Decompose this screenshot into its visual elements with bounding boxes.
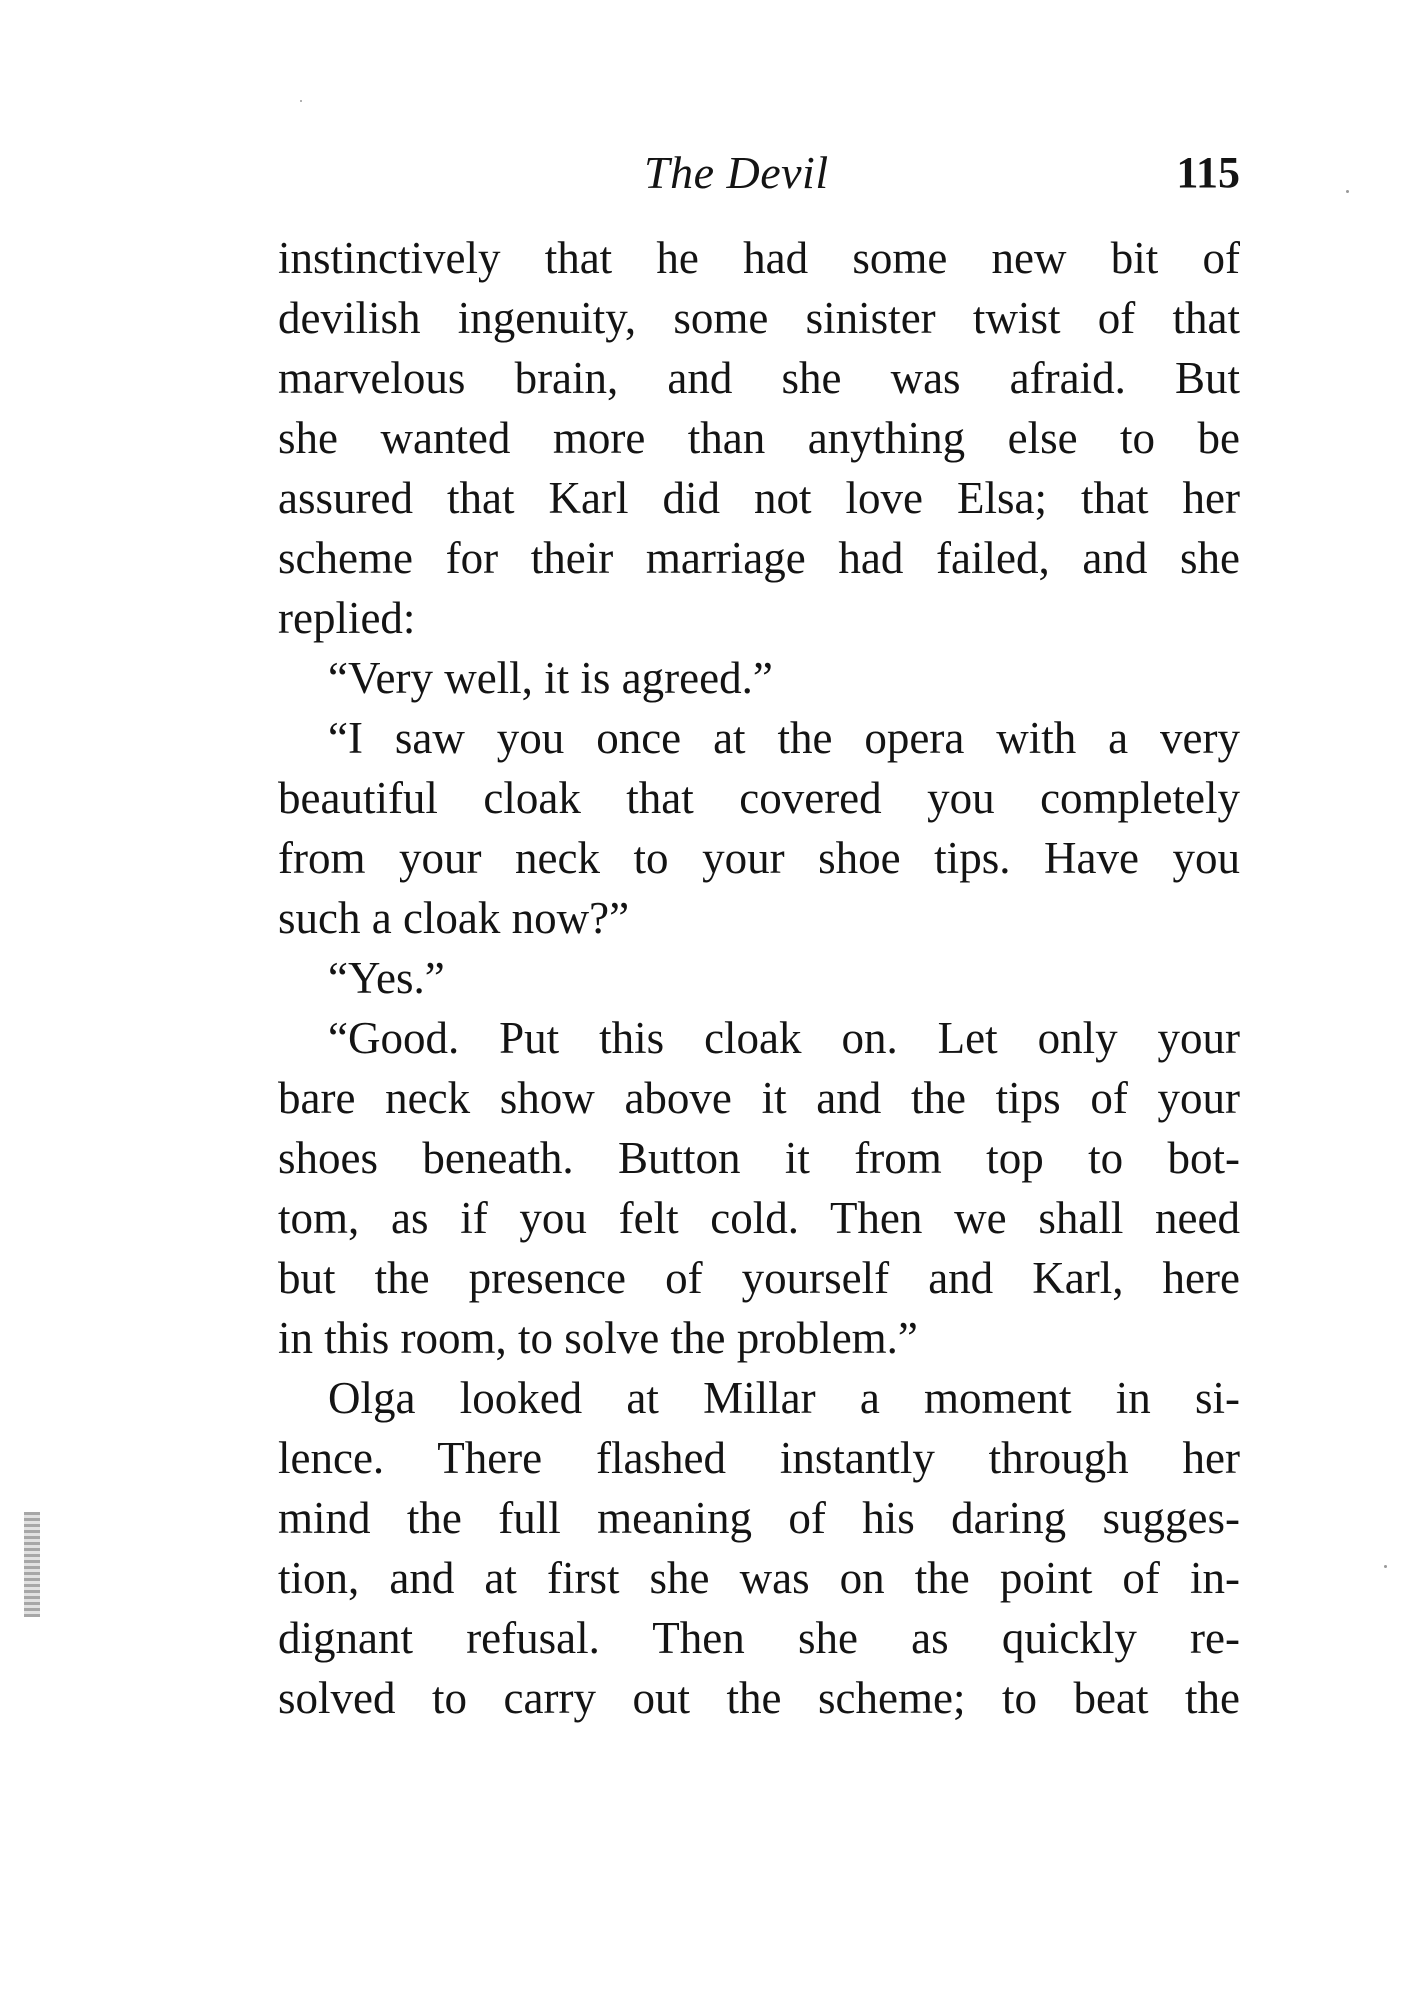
scan-speck	[1384, 1565, 1387, 1568]
body-text	[278, 228, 1240, 1728]
scan-smudge	[24, 1512, 40, 1617]
text-line: beautiful cloak that covered you completely	[278, 773, 1240, 823]
text-line: “I saw you once at the opera with a very	[328, 713, 1240, 763]
text-line: such a cloak now?”	[278, 893, 630, 943]
text-line: but the presence of yourself and Karl, here	[278, 1253, 1240, 1303]
text-line: scheme for their marriage had failed, and she	[278, 533, 1240, 583]
text-line: in this room, to solve the problem.”	[278, 1313, 918, 1363]
text-line: tom, as if you felt cold. Then we shall need	[278, 1193, 1240, 1243]
text-line: Olga looked at Millar a moment in si-	[328, 1373, 1240, 1423]
running-head	[278, 143, 1240, 203]
text-line: “Good. Put this cloak on. Let only your	[328, 1013, 1240, 1063]
text-line: instinctively that he had some new bit of	[278, 233, 1240, 283]
text-line: dignant refusal. Then she as quickly re-	[278, 1613, 1240, 1663]
text-line: replied:	[278, 593, 416, 643]
text-line: shoes beneath. Button it from top to bot-	[278, 1133, 1240, 1183]
text-line: bare neck show above it and the tips of your	[278, 1073, 1240, 1123]
text-line: devilish ingenuity, some sinister twist of that	[278, 293, 1240, 343]
page-number: 115	[1176, 148, 1240, 197]
text-line: marvelous brain, and she was afraid. But	[278, 353, 1240, 403]
text-line: assured that Karl did not love Elsa; that her	[278, 473, 1240, 523]
text-line: lence. There flashed instantly through her	[278, 1433, 1240, 1483]
text-line: “Very well, it is agreed.”	[328, 653, 773, 703]
running-title: The Devil	[644, 147, 829, 198]
text-line: tion, and at first she was on the point of in-	[278, 1553, 1240, 1603]
text-line: solved to carry out the scheme; to beat the	[278, 1673, 1240, 1723]
text-line: mind the full meaning of his daring sugges-	[278, 1493, 1240, 1543]
text-line: “Yes.”	[328, 953, 445, 1003]
scan-speck	[300, 100, 302, 102]
scan-speck	[1346, 190, 1349, 193]
text-line: from your neck to your shoe tips. Have you	[278, 833, 1240, 883]
text-line: she wanted more than anything else to be	[278, 413, 1240, 463]
